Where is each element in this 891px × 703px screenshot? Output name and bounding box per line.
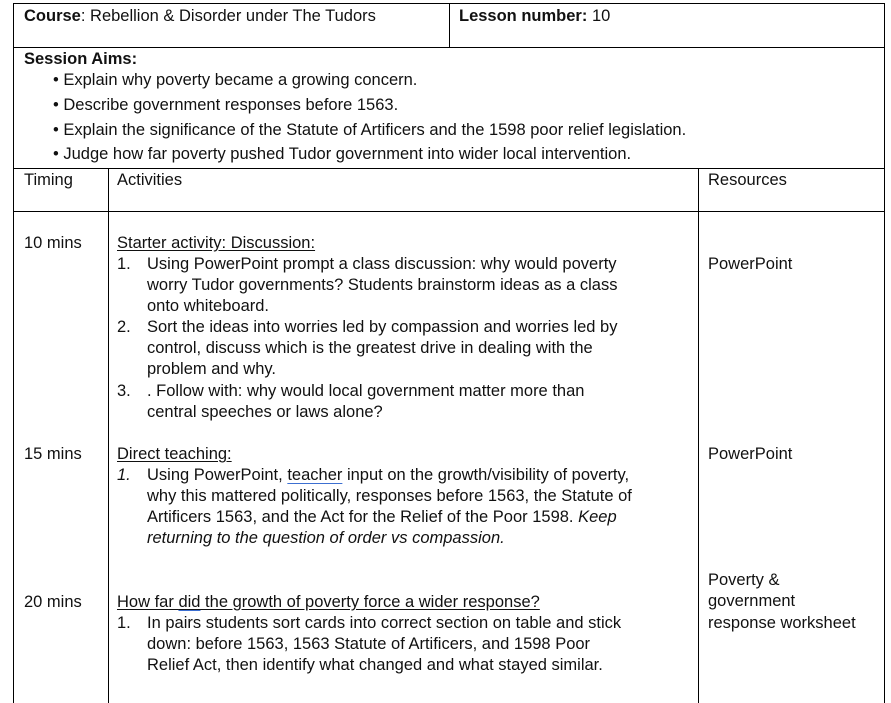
- row-timing: 15 mins: [24, 445, 82, 463]
- step-line: Sort the ideas into worries led by compassion and worries led by: [147, 318, 618, 336]
- spellcheck-word: did: [178, 593, 201, 611]
- step-text-italic: Keep: [578, 508, 617, 526]
- row-resource: Poverty &: [708, 571, 780, 589]
- step-text: Artificers 1563, and the Act for the Relief of the Poor 1598.: [147, 508, 579, 526]
- aim-text: Explain why poverty became a growing concern.: [63, 71, 418, 89]
- step-line: [147, 507, 617, 528]
- lesson-number-field: [459, 6, 610, 27]
- aim-item: • Explain the significance of the Statute of Artificers and the 1598 poor relief legislation.: [53, 121, 687, 139]
- table-border-left: [13, 3, 14, 703]
- step-line: . Follow with: why would local government matter more than: [147, 382, 585, 400]
- column-heading-timing: Timing: [24, 171, 73, 189]
- row-resource: PowerPoint: [708, 255, 793, 273]
- step-line: why this mattered politically, responses before 1563, the Statute of: [147, 487, 632, 505]
- step-line: down: before 1563, 1563 Statute of Artificers, and 1598 Poor: [147, 635, 591, 653]
- step-line: onto whiteboard.: [147, 297, 270, 315]
- step-text: Using PowerPoint,: [147, 466, 288, 484]
- resources-column-divider: [698, 168, 699, 703]
- step-line: control, discuss which is the greatest drive in dealing with the: [147, 339, 593, 357]
- spellcheck-word: teacher: [287, 466, 343, 484]
- lesson-number-label: Lesson number:: [459, 7, 588, 25]
- heading-text: How far: [117, 593, 179, 611]
- step-line: problem and why.: [147, 360, 277, 378]
- course-label: Course: [24, 7, 81, 25]
- step-line: returning to the question of order vs compassion.: [147, 529, 505, 547]
- aim-item: • Describe government responses before 1563.: [53, 96, 399, 114]
- step-number: 3.: [117, 382, 131, 400]
- step-number: 2.: [117, 318, 131, 336]
- row-timing: 10 mins: [24, 234, 82, 252]
- lesson-number-value: 10: [587, 7, 611, 25]
- step-line: Relief Act, then identify what changed and what stayed similar.: [147, 656, 603, 674]
- course-value: : Rebellion & Disorder under The Tudors: [80, 7, 376, 25]
- step-line: Using PowerPoint prompt a class discussion: why would poverty: [147, 255, 617, 273]
- columns-bottom-rule: [13, 211, 885, 212]
- column-heading-resources: Resources: [708, 171, 787, 189]
- step-line: In pairs students sort cards into correct section on table and stick: [147, 614, 622, 632]
- session-aims-title: Session Aims:: [24, 50, 138, 68]
- aim-text: Explain the significance of the Statute of Artificers and the 1598 poor relief legislation.: [63, 121, 687, 139]
- table-border-right: [884, 3, 885, 703]
- column-heading-activities: Activities: [117, 171, 183, 189]
- timing-column-divider: [108, 168, 109, 703]
- step-line: [147, 465, 629, 486]
- course-field: [24, 6, 376, 27]
- step-line: central speeches or laws alone?: [147, 403, 383, 421]
- aim-item: • Explain why poverty became a growing concern.: [53, 71, 418, 89]
- step-number: 1.: [117, 466, 131, 484]
- row-resource: response worksheet: [708, 614, 856, 632]
- step-line: worry Tudor governments? Students brainstorm ideas as a class: [147, 276, 618, 294]
- row-timing: 20 mins: [24, 593, 82, 611]
- header-bottom-rule: [13, 47, 885, 48]
- step-text: input on the growth/visibility of poverty,: [342, 466, 630, 484]
- activity-heading: Starter activity: Discussion:: [117, 234, 316, 252]
- row-resource: PowerPoint: [708, 445, 793, 463]
- row-resource: government: [708, 592, 796, 610]
- activity-heading: Direct teaching:: [117, 445, 232, 463]
- aim-text: Describe government responses before 1563.: [63, 96, 399, 114]
- aim-item: • Judge how far poverty pushed Tudor government into wider local intervention.: [53, 145, 632, 163]
- step-number: 1.: [117, 255, 131, 273]
- heading-text: the growth of poverty force a wider response?: [200, 593, 540, 611]
- header-divider: [449, 3, 450, 47]
- activity-heading: [117, 592, 540, 613]
- step-number: 1.: [117, 614, 131, 632]
- aim-text: Judge how far poverty pushed Tudor government into wider local intervention.: [63, 145, 632, 163]
- aims-bottom-rule: [13, 168, 885, 169]
